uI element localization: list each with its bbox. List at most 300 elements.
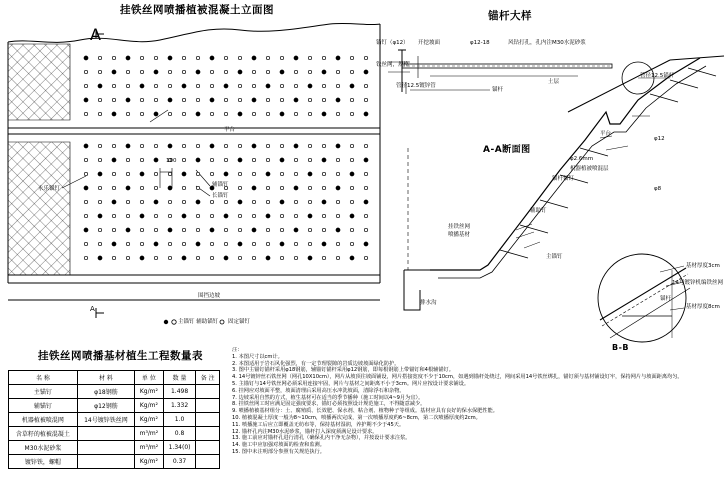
table-title: 挂铁丝网喷播基材植生工程数量表 — [38, 350, 203, 362]
main-anchor-dot — [238, 242, 242, 246]
aux-anchor-dot — [140, 228, 143, 231]
aux-anchor-dot — [210, 70, 213, 73]
aux-anchor-dot — [126, 158, 129, 161]
main-anchor-dot — [294, 228, 298, 232]
aux-anchor-dot — [252, 158, 255, 161]
aux-anchor-dot — [280, 56, 283, 59]
table-cell: M30水泥砂浆 — [9, 441, 78, 455]
aux-anchor-dot — [182, 56, 185, 59]
table-cell: 1.498 — [163, 385, 196, 399]
main-anchor-dot — [182, 84, 186, 88]
legend-fix-dot — [220, 320, 224, 324]
aux-anchor-dot — [182, 242, 185, 245]
slope-anchors — [500, 68, 716, 258]
aux-anchor-dot — [182, 200, 185, 203]
aux-anchor-dot — [140, 144, 143, 147]
main-anchor-dot — [294, 56, 298, 60]
aux-anchor-dot — [336, 256, 339, 259]
aux-anchor-dot — [126, 112, 129, 115]
table-cell — [196, 427, 220, 441]
table-row — [9, 385, 220, 399]
aux-anchor-dot — [210, 256, 213, 259]
main-anchor-dot — [196, 158, 200, 162]
aux-anchor-dot — [308, 186, 311, 189]
table-cell: m³/m² — [134, 427, 163, 441]
aux-anchor-dot — [294, 172, 297, 175]
aux-anchor-dot — [182, 144, 185, 147]
table-row — [9, 441, 220, 455]
aux-anchor-dot — [84, 172, 87, 175]
aux-anchor-dot — [98, 228, 101, 231]
aux-anchor-dot — [364, 144, 367, 147]
table-cell: φ18钢筋 — [77, 385, 134, 399]
aux-anchor-dot — [84, 214, 87, 217]
table-cell: 0.37 — [163, 455, 196, 469]
aux-anchor-dot — [154, 214, 157, 217]
aux-anchor-dot — [238, 228, 241, 231]
main-anchor-dot — [336, 228, 340, 232]
legend-main-dot — [164, 320, 168, 324]
detail-l2: 开挖坡面 — [418, 40, 441, 46]
table-cell: 含草籽的植被混凝土 — [9, 427, 78, 441]
main-anchor-dot — [238, 158, 242, 162]
table-cell: Kg/m² — [134, 413, 163, 427]
aux-anchor-dot — [252, 172, 255, 175]
aux-anchor-dot — [224, 228, 227, 231]
table-cell: Kg/m² — [134, 385, 163, 399]
note-line: 12. 锚杆孔内注M30水泥砂浆，锚杆打入深度须满足设计要求。 — [232, 428, 378, 435]
slope-anchor-rod — [520, 225, 548, 233]
main-anchor-dot — [266, 84, 270, 88]
label-aux2: 长锚钉 — [212, 193, 229, 199]
aux-anchor-dot — [84, 200, 87, 203]
aux-anchor-dot — [196, 144, 199, 147]
main-anchor-dot — [266, 256, 270, 260]
main-anchor-dot — [350, 84, 354, 88]
table-cell: 机器植被喷混网 — [9, 413, 78, 427]
main-anchor-dot — [350, 172, 354, 176]
aux-anchor-dot — [98, 112, 101, 115]
aux-anchor-dot — [196, 172, 199, 175]
bb-l4: 锚杆 — [660, 296, 672, 302]
aux-anchor-dot — [168, 70, 171, 73]
main-anchor-dot — [224, 256, 228, 260]
aux-anchor-dot — [336, 214, 339, 217]
aux-anchor-dot — [168, 214, 171, 217]
main-anchor-dot — [336, 56, 340, 60]
main-anchor-dot — [210, 56, 214, 60]
aux-anchor-dot — [182, 98, 185, 101]
aux-anchor-dot — [154, 228, 157, 231]
slope-anchor-rod — [580, 148, 608, 156]
main-anchor-dot — [98, 84, 102, 88]
aux-anchor-dot — [98, 242, 101, 245]
note-line: 3. 图中主锚钉锚杆采用φ18钢筋，辅锚钉锚杆采用φ12钢筋，即每根钢筋上带锚钉和4根辅锚钉。 — [232, 367, 454, 374]
aux-anchor-dot — [280, 256, 283, 259]
aux-anchor-dot — [154, 172, 157, 175]
main-anchor-dot — [266, 172, 270, 176]
aux-anchor-dot — [266, 144, 269, 147]
main-anchor-dot — [336, 144, 340, 148]
aux-anchor-dot — [126, 214, 129, 217]
label-a-bottom: A — [90, 305, 95, 313]
main-anchor-dot — [196, 242, 200, 246]
bb-l2: 14号镀锌机编铁丝网 — [672, 280, 723, 286]
detail-l4: 风钻打孔，孔内注M30水泥砂浆 — [508, 40, 586, 46]
table-row — [9, 399, 220, 413]
aux-anchor-dot — [280, 186, 283, 189]
legend-aux-dot — [172, 320, 176, 324]
aa-l1: 锚杆锚钉 — [552, 176, 575, 182]
aux-anchor-dot — [84, 158, 87, 161]
table-cell — [196, 441, 220, 455]
aux-anchor-dot — [294, 84, 297, 87]
aux-anchor-dot — [140, 70, 143, 73]
detail-l5: 铁丝网，规格 — [376, 62, 410, 68]
aux-anchor-dot — [224, 158, 227, 161]
aux-anchor-dot — [112, 84, 115, 87]
main-anchor-dot — [126, 186, 130, 190]
aa-l3: φ12 — [654, 136, 665, 142]
aux-anchor-dot — [154, 98, 157, 101]
anchor-dot-grid-upper — [84, 56, 368, 116]
aux-anchor-dot — [252, 242, 255, 245]
aux-anchor-dot — [154, 84, 157, 87]
aux-anchor-dot — [210, 84, 213, 87]
aux-anchor-dot — [350, 70, 353, 73]
aux-anchor-dot — [98, 144, 101, 147]
aux-anchor-dot — [224, 112, 227, 115]
aux-anchor-dot — [308, 70, 311, 73]
aux-anchor-dot — [126, 242, 129, 245]
aux-anchor-dot — [126, 200, 129, 203]
label-leg-arrow: 永乐锚钉 — [38, 186, 61, 192]
main-anchor-dot — [280, 158, 284, 162]
main-anchor-dot — [322, 70, 326, 74]
aux-anchor-dot — [252, 256, 255, 259]
aux-anchor-dot — [112, 98, 115, 101]
main-anchor-dot — [84, 186, 88, 190]
main-anchor-dot — [126, 98, 130, 102]
main-anchor-dot — [308, 172, 312, 176]
aux-anchor-dot — [210, 158, 213, 161]
aux-anchor-dot — [140, 242, 143, 245]
aux-anchor-dot — [84, 70, 87, 73]
main-anchor-dot — [364, 70, 368, 74]
main-anchor-dot — [294, 144, 298, 148]
main-anchor-dot — [140, 84, 144, 88]
aux-anchor-dot — [168, 112, 171, 115]
aux-anchor-dot — [350, 144, 353, 147]
aux-anchor-dot — [308, 228, 311, 231]
aux-anchor-dot — [364, 98, 367, 101]
aux-anchor-dot — [336, 200, 339, 203]
aux-anchor-dot — [364, 172, 367, 175]
aux-anchor-dot — [84, 112, 87, 115]
elevation-drawing — [0, 0, 390, 340]
aux-anchor-dot — [266, 186, 269, 189]
aux-anchor-dot — [350, 56, 353, 59]
main-anchor-dot — [98, 214, 102, 218]
aux-anchor-dot — [308, 158, 311, 161]
aux-anchor-dot — [196, 84, 199, 87]
aa-l6: 平台 — [600, 131, 612, 137]
table-header-cell: 数 量 — [163, 371, 196, 385]
main-anchor-dot — [224, 172, 228, 176]
aux-anchor-dot — [182, 158, 185, 161]
main-anchor-dot — [126, 228, 130, 232]
note-line: 14. 施工中应加强对坡面的检查和监测。 — [232, 442, 325, 449]
table-cell: 0.8 — [163, 427, 196, 441]
aux-anchor-dot — [224, 56, 227, 59]
main-anchor-dot — [182, 214, 186, 218]
main-anchor-dot — [168, 186, 172, 190]
aux-anchor-dot — [280, 144, 283, 147]
quantity-table — [8, 370, 220, 469]
main-anchor-dot — [322, 242, 326, 246]
aux-anchor-dot — [168, 200, 171, 203]
aux-anchor-dot — [210, 112, 213, 115]
note-line: 4. 14号镀锌丝石铁丝网（网孔10X10cm），网片从坡顶往坡面铺设，网片搭接宽度不少于10cm，如遇到锚杆处绕过，网间采用14号铁丝绑扎，锚钉须与基材铺设钉牢，保持网片与坡面距离均匀。 — [232, 374, 683, 381]
slope-anchor-rod — [650, 94, 678, 102]
aux-anchor-dot — [280, 98, 283, 101]
bb-l1: 基材厚度3cm — [686, 263, 720, 269]
aux-anchor-dot — [364, 56, 367, 59]
elevation-title: 挂铁丝网喷播植被混凝土立面图 — [120, 4, 274, 16]
table-cell — [196, 455, 220, 469]
main-anchor-dot — [280, 112, 284, 116]
aux-anchor-dot — [322, 172, 325, 175]
aux-anchor-dot — [126, 256, 129, 259]
aux-anchor-dot — [112, 144, 115, 147]
table-cell — [196, 385, 220, 399]
detail-l8: 土层 — [548, 79, 560, 85]
main-anchor-dot — [154, 158, 158, 162]
main-anchor-dot — [210, 144, 214, 148]
label-bottom-bar: 围挡边坡 — [198, 293, 221, 299]
aux-anchor-dot — [126, 84, 129, 87]
main-anchor-dot — [252, 56, 256, 60]
aux-anchor-dot — [322, 214, 325, 217]
aux-anchor-dot — [154, 186, 157, 189]
main-anchor-dot — [112, 242, 116, 246]
aux-anchor-dot — [140, 200, 143, 203]
legend-fix: 固定锚钉 — [228, 319, 251, 325]
aux-anchor-dot — [266, 56, 269, 59]
main-anchor-dot — [84, 56, 88, 60]
label-a-top: A — [90, 25, 101, 44]
main-anchor-dot — [112, 200, 116, 204]
table-cell: 1.34(0) — [163, 441, 196, 455]
aux-anchor-dot — [280, 84, 283, 87]
main-anchor-dot — [364, 158, 368, 162]
aux-anchor-dot — [140, 112, 143, 115]
detail-title: 锚杆大样 — [488, 10, 532, 22]
aux-anchor-dot — [336, 84, 339, 87]
anchor-dot-grid-lower — [84, 144, 368, 260]
main-anchor-dot — [308, 256, 312, 260]
table-row — [9, 427, 220, 441]
aux-anchor-dot — [98, 186, 101, 189]
table-cell: 14号镀锌铁丝网 — [77, 413, 134, 427]
main-anchor-dot — [112, 158, 116, 162]
main-anchor-dot — [280, 70, 284, 74]
label-aux: 辅锚钉 — [212, 182, 229, 188]
aux-anchor-dot — [350, 158, 353, 161]
aux-anchor-dot — [112, 186, 115, 189]
table-cell — [196, 399, 220, 413]
main-anchor-dot — [84, 98, 88, 102]
main-anchor-dot — [336, 98, 340, 102]
aux-anchor-dot — [252, 70, 255, 73]
aux-anchor-dot — [322, 256, 325, 259]
bb-l3: 基材厚度8cm — [686, 304, 720, 310]
main-anchor-dot — [364, 242, 368, 246]
main-anchor-dot — [350, 256, 354, 260]
aux-anchor-dot — [210, 172, 213, 175]
table-cell — [196, 413, 220, 427]
aux-anchor-dot — [140, 98, 143, 101]
table-cell: Kg/m² — [134, 399, 163, 413]
main-anchor-dot — [182, 172, 186, 176]
note-line: 10. 植被混凝土厚度一般为8~10cm，喷播两次完成，第一次喷播厚度约6~8cm，第二次喷播厚度约2cm。 — [232, 414, 481, 421]
aux-anchor-dot — [238, 84, 241, 87]
note-line: 5. 主锚钉与14号铁丝网必须采用连接牢固，网片与基材之间距离不小于3cm。网片应按设计要求铺设。 — [232, 380, 470, 387]
aux-anchor-dot — [294, 256, 297, 259]
legend-main-aux: 主锚钉 辅助锚钉 — [178, 319, 219, 325]
main-anchor-dot — [308, 214, 312, 218]
aux-anchor-dot — [196, 256, 199, 259]
main-anchor-dot — [322, 158, 326, 162]
aux-anchor-dot — [238, 214, 241, 217]
notes-block — [232, 347, 722, 456]
main-anchor-dot — [168, 98, 172, 102]
main-anchor-dot — [252, 186, 256, 190]
main-anchor-dot — [350, 214, 354, 218]
main-anchor-dot — [84, 228, 88, 232]
table-row — [9, 455, 220, 469]
note-line: 6. 挂网应对坡面平整，坡面清理后采用高压水冲洗坡面，清除浮石和杂物。 — [232, 387, 405, 394]
aux-anchor-dot — [364, 228, 367, 231]
aa-l7: 辅助钉 — [530, 208, 547, 214]
aux-anchor-dot — [266, 158, 269, 161]
aux-anchor-dot — [112, 256, 115, 259]
table-cell — [77, 427, 134, 441]
main-anchor-dot — [238, 200, 242, 204]
main-anchor-dot — [280, 242, 284, 246]
aux-anchor-dot — [266, 228, 269, 231]
aux-anchor-dot — [126, 172, 129, 175]
aa-l4: φ8 — [654, 186, 662, 192]
aux-anchor-dot — [364, 256, 367, 259]
aux-anchor-dot — [322, 144, 325, 147]
main-anchor-dot — [196, 70, 200, 74]
aux-anchor-dot — [266, 70, 269, 73]
aux-anchor-dot — [294, 112, 297, 115]
aux-anchor-dot — [224, 242, 227, 245]
main-anchor-dot — [210, 98, 214, 102]
main-anchor-dot — [294, 98, 298, 102]
main-anchor-dot — [112, 112, 116, 116]
aux-anchor-dot — [336, 158, 339, 161]
aux-anchor-dot — [308, 56, 311, 59]
aux-anchor-dot — [182, 186, 185, 189]
aux-anchor-dot — [168, 242, 171, 245]
aux-anchor-dot — [168, 172, 171, 175]
aux-anchor-dot — [266, 98, 269, 101]
main-anchor-dot — [210, 228, 214, 232]
aux-anchor-dot — [238, 144, 241, 147]
aux-anchor-dot — [154, 144, 157, 147]
aux-anchor-dot — [266, 242, 269, 245]
main-anchor-dot — [308, 84, 312, 88]
aux-anchor-dot — [196, 56, 199, 59]
aux-anchor-dot — [308, 112, 311, 115]
aux-anchor-dot — [308, 144, 311, 147]
table-header-cell: 备 注 — [196, 371, 220, 385]
detail-l3: φ12-18 — [470, 40, 490, 46]
note-line: 8. 挂铁丝网工时应满足固定强度要求，锚钉必须按照设计规范施工，不得随意减少。 — [232, 401, 426, 408]
table-row — [9, 413, 220, 427]
aux-anchor-dot — [84, 242, 87, 245]
aux-anchor-dot — [294, 242, 297, 245]
aa-l8: 挂铁丝网 — [448, 224, 471, 230]
aux-anchor-dot — [308, 242, 311, 245]
aux-anchor-dot — [168, 256, 171, 259]
note-line: 13. 施工前应对锚杆孔进行清孔（确保孔内干净无杂物），并按设计要求注浆。 — [232, 435, 411, 442]
aux-anchor-dot — [224, 98, 227, 101]
aux-anchor-dot — [196, 228, 199, 231]
main-anchor-dot — [182, 256, 186, 260]
slope-anchor-rod — [688, 68, 716, 76]
aux-anchor-dot — [224, 200, 227, 203]
aux-anchor-dot — [336, 70, 339, 73]
main-anchor-dot — [196, 112, 200, 116]
aux-anchor-dot — [322, 84, 325, 87]
aux-anchor-dot — [336, 242, 339, 245]
aux-anchor-dot — [294, 70, 297, 73]
aux-anchor-dot — [112, 214, 115, 217]
aux-anchor-dot — [238, 98, 241, 101]
main-anchor-dot — [322, 112, 326, 116]
aux-anchor-dot — [182, 228, 185, 231]
main-anchor-dot — [252, 144, 256, 148]
main-anchor-dot — [336, 186, 340, 190]
main-anchor-dot — [322, 200, 326, 204]
aux-anchor-dot — [98, 200, 101, 203]
aa-l5: φ2.6mm — [570, 156, 594, 162]
aux-anchor-dot — [364, 214, 367, 217]
detail-l7: 锚杆 — [492, 87, 504, 93]
aux-anchor-dot — [308, 98, 311, 101]
main-anchor-dot — [224, 214, 228, 218]
aux-anchor-dot — [140, 158, 143, 161]
aux-anchor-dot — [252, 84, 255, 87]
aux-anchor-dot — [280, 172, 283, 175]
notes-heading: 注： — [232, 347, 243, 353]
aux-anchor-dot — [84, 84, 87, 87]
table-cell: 1.332 — [163, 399, 196, 413]
aux-anchor-dot — [350, 242, 353, 245]
main-anchor-dot — [238, 112, 242, 116]
aux-anchor-dot — [350, 112, 353, 115]
aux-anchor-dot — [182, 70, 185, 73]
aux-anchor-dot — [350, 186, 353, 189]
aux-anchor-dot — [322, 56, 325, 59]
aux-anchor-dot — [238, 256, 241, 259]
main-anchor-dot — [112, 70, 116, 74]
aux-anchor-dot — [336, 112, 339, 115]
